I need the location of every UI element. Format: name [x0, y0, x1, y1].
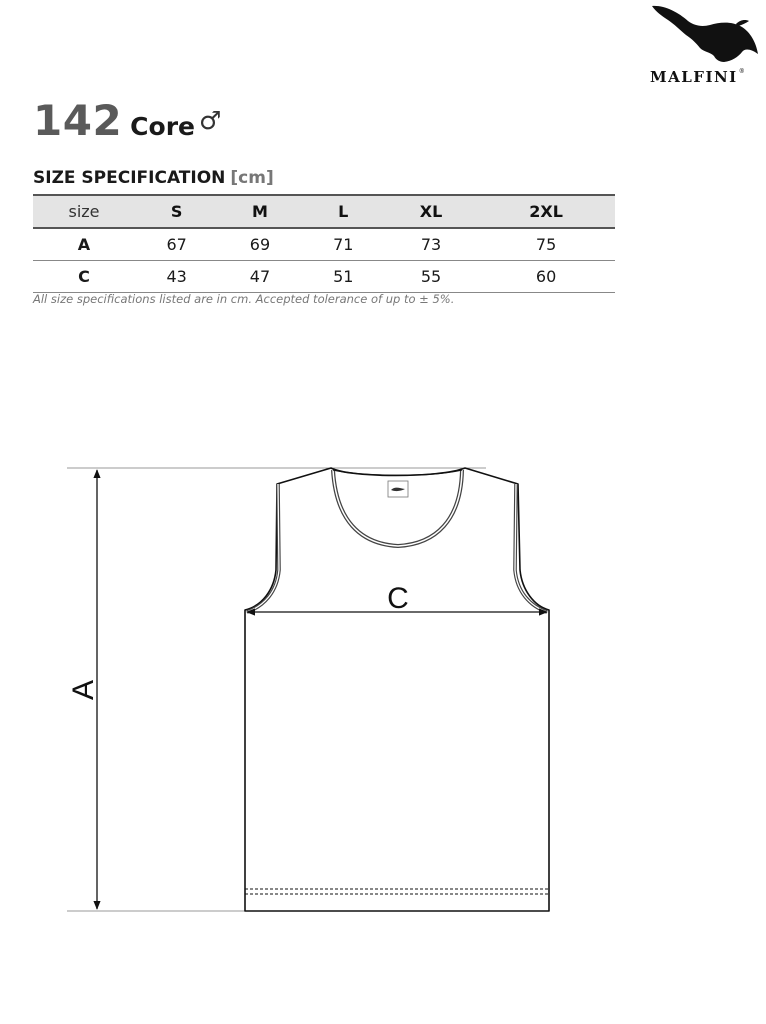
size-header-s: S — [170, 202, 183, 221]
table-cell: 51 — [333, 267, 354, 286]
dimension-a-label: A — [67, 679, 100, 701]
tolerance-note: All size specifications listed are in cm. Accepted tolerance of up to ± 5%. — [33, 292, 455, 306]
dimension-c-label: C — [387, 582, 409, 615]
size-column-label: size — [68, 202, 100, 221]
table-cell: 43 — [166, 267, 187, 286]
male-symbol-icon: ♂ — [198, 106, 222, 135]
product-name: Core — [130, 112, 195, 141]
neck-label-icon — [388, 481, 408, 497]
row-label-c: C — [78, 267, 90, 286]
brand-wordmark: MALFINI® — [650, 68, 745, 86]
table-cell: 75 — [535, 235, 557, 254]
table-cell: 73 — [420, 235, 442, 254]
table-cell: 47 — [249, 267, 271, 286]
size-header-2xl: 2XL — [529, 202, 563, 221]
table-cell: 71 — [333, 235, 354, 254]
table-cell: 67 — [166, 235, 187, 254]
table-cell: 69 — [249, 235, 271, 254]
size-header-m: M — [252, 202, 268, 221]
size-header-l: L — [338, 202, 349, 221]
table-cell: 60 — [535, 267, 557, 286]
size-spec-title: SIZE SPECIFICATION — [33, 168, 226, 188]
model-number: 142 — [33, 96, 123, 145]
tank-top-outline — [245, 468, 549, 911]
table-cell: 55 — [420, 267, 442, 286]
size-header-xl: XL — [419, 202, 443, 221]
size-spec-unit: [cm] — [230, 168, 274, 188]
row-label-a: A — [77, 235, 91, 254]
